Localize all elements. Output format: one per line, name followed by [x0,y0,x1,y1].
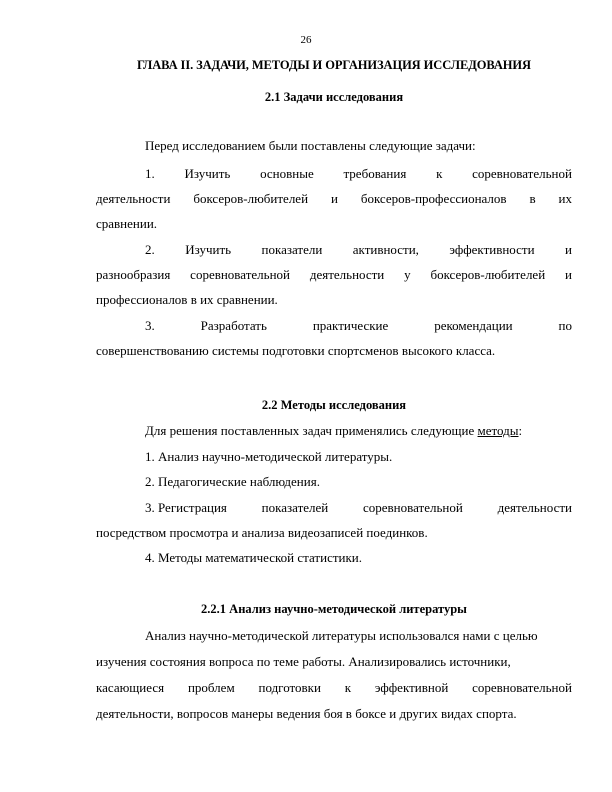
method-1: 1. Анализ научно-методической литературы. [145,449,393,464]
word: деятельности [497,500,572,515]
methods-link[interactable]: методы [477,423,519,438]
text: Для решения поставленных задач применялись следующие [145,423,478,438]
word: Изучить [185,242,232,257]
paragraph-line-3 [96,680,572,696]
paragraph-line-2: изучения состояния вопроса по теме работы. Анализировались источники, [96,654,511,669]
word: деятельности [96,191,171,206]
text: : [518,423,523,438]
method-3-line-2: посредством просмотра и анализа видеозаписей поединков. [96,525,428,540]
method-4: 4. Методы математической статистики. [145,550,363,565]
word: к [344,680,352,695]
word: боксеров-любителей [430,267,546,282]
word: по [558,318,572,333]
tasks-intro: Перед исследованием были поставлены следующие задачи: [145,138,476,153]
section-heading-2-2: 2.2 Методы исследования [261,398,407,412]
word: соревновательной [190,267,290,282]
word: эффективности [449,242,535,257]
word: к [436,166,443,181]
word: в [529,191,536,206]
word: и [564,242,572,257]
word: соревновательной [472,166,572,181]
word: соревновательной [363,500,463,515]
word: соревновательной [472,680,572,695]
word: подготовки [258,680,321,695]
word: Разработать [200,318,267,333]
word: требования [343,166,407,181]
task-1-line-3: сравнении. [96,216,158,231]
page-number: 26 [300,34,312,46]
section-heading-2-1: 2.1 Задачи исследования [264,90,404,104]
word: основные [260,166,314,181]
word: разнообразия [96,267,171,282]
task-2-line-3: профессионалов в их сравнении. [96,292,278,307]
word: и [565,267,572,282]
word: деятельности [309,267,385,282]
word: эффективной [374,680,449,695]
paragraph-line-4: деятельности, вопросов манеры ведения боя в боксе и других видах спорта. [96,706,517,721]
word: и [330,191,338,206]
word: практические [312,318,389,333]
section-heading-2-2-1: 2.2.1 Анализ научно-методической литературы [201,602,467,616]
word: рекомендации [434,318,513,333]
chapter-title: ГЛАВА II. ЗАДАЧИ, МЕТОДЫ И ОРГАНИЗАЦИЯ ИССЛЕДОВАНИЯ [137,58,531,72]
task-1-number: 1. [145,166,155,181]
word: их [558,191,572,206]
method-3-line-1 [145,500,572,516]
methods-intro [145,423,612,439]
word: активности, [352,242,419,257]
task-1-line-2 [96,191,572,207]
word: проблем [187,680,235,695]
task-3-line-1 [145,318,572,334]
word: показателей [261,500,329,515]
task-1-line-1 [145,166,572,182]
word: боксеров-любителей [193,191,309,206]
word: показатели [261,242,323,257]
word: 3. Регистрация [145,500,227,515]
word: касающиеся [96,680,165,695]
word: боксеров-профессионалов [360,191,507,206]
task-2-line-2 [96,267,572,283]
method-2: 2. Педагогические наблюдения. [145,474,320,489]
task-3-line-2: совершенствованию системы подготовки спортсменов высокого класса. [96,343,496,358]
word: у [404,267,411,282]
paragraph-line-1: Анализ научно-методической литературы использовался нами с целью [145,628,538,643]
task-3-number: 3. [145,318,155,333]
word: Изучить [184,166,231,181]
task-2-line-1 [145,242,572,258]
task-2-number: 2. [145,242,155,257]
